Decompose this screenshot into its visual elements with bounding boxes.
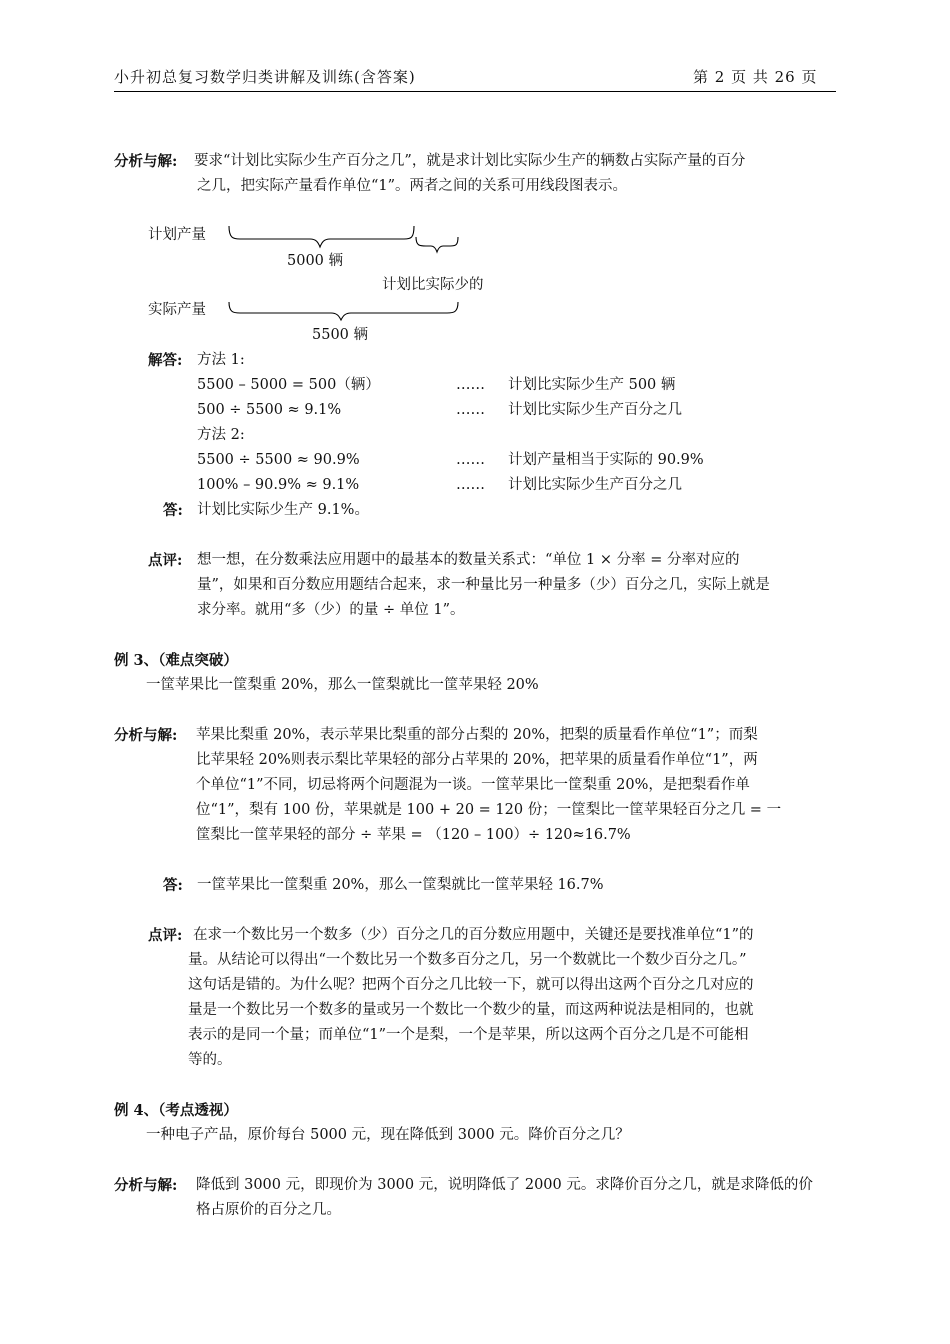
document-title: 小升初总复习数学归类讲解及训练(含答案) [114, 68, 416, 86]
method-1-label: 方法 1: [197, 352, 245, 368]
comment-line: 求分率。就用“多（少）的量 ÷ 单位 1”。 [197, 602, 465, 618]
calc-expression: 5500 – 5000 = 500（辆） [197, 377, 380, 393]
actual-bracket [229, 302, 458, 320]
example-4-title: 例 4、（考点透视） [114, 1102, 238, 1119]
comment-line: 想一想，在分数乘法应用题中的最基本的数量关系式：“单位 1 × 分率 = 分率对应的 [197, 552, 740, 568]
ellipsis: …… [456, 377, 485, 393]
diagram-brackets [0, 0, 950, 360]
ellipsis: …… [456, 452, 485, 468]
analysis-line: 降低到 3000 元，即现价为 3000 元，说明降低了 2000 元。求降价百分之几，就是求降低的价 [196, 1177, 813, 1193]
example-3-question: 一筐苹果比一筐梨重 20%，那么一筐梨就比一筐苹果轻 20% [146, 677, 539, 693]
actual-value: 5500 辆 [312, 327, 369, 343]
comment-line: 量是一个数比另一个数多的量或另一个数比一个数少的量，而这两种说法是相同的，也就 [188, 1002, 754, 1018]
example-4-question: 一种电子产品，原价每台 5000 元，现在降低到 3000 元。降价百分之几？ [146, 1127, 630, 1143]
analysis-line: 格占原价的百分之几。 [196, 1202, 341, 1218]
method-2-label: 方法 2: [197, 427, 245, 443]
analysis-label: 分析与解: [114, 153, 178, 170]
analysis-line: 个单位“1”不同，切忌将两个问题混为一谈。一筐苹果比一筐梨重 20%，是把梨看作单 [196, 777, 750, 793]
analysis-label: 分析与解: [114, 1177, 178, 1194]
comment-label: 点评: [148, 927, 183, 944]
calc-expression: 100% – 90.9% ≈ 9.1% [197, 477, 360, 493]
actual-label: 实际产量 [148, 302, 206, 318]
ellipsis: …… [456, 402, 485, 418]
calc-note: 计划产量相当于实际的 90.9% [508, 452, 704, 468]
page-number: 第 2 页 共 26 页 [693, 68, 818, 86]
analysis-line: 筐梨比一筐苹果轻的部分 ÷ 苹果 = （120 – 100）÷ 120≈16.7% [196, 827, 631, 843]
comment-line: 量。从结论可以得出“一个数比另一个数多百分之几，另一个数就比一个数少百分之几。” [188, 952, 747, 968]
analysis-line: 苹果比梨重 20%，表示苹果比梨重的部分占梨的 20%，把梨的质量看作单位“1”；而梨 [196, 727, 758, 743]
calc-note: 计划比实际少生产 500 辆 [508, 377, 676, 393]
comment-line: 这句话是错的。为什么呢？把两个百分之几比较一下，就可以得出这两个百分之几对应的 [188, 977, 754, 993]
analysis-line: 要求“计划比实际少生产百分之几”，就是求计划比实际少生产的辆数占实际产量的百分 [194, 153, 746, 169]
analysis-line: 比苹果轻 20%则表示梨比苹果轻的部分占苹果的 20%，把苹果的质量看作单位“1”，两 [196, 752, 758, 768]
calc-note: 计划比实际少生产百分之几 [508, 477, 682, 493]
calc-expression: 500 ÷ 5500 ≈ 9.1% [197, 402, 342, 418]
plan-bracket [229, 226, 414, 247]
answer-label: 答: [163, 877, 183, 894]
ellipsis: …… [456, 477, 485, 493]
analysis-line: 之几，把实际产量看作单位“1”。两者之间的关系可用线段图表示。 [197, 178, 628, 194]
solution-label: 解答: [148, 352, 183, 369]
difference-bracket [416, 237, 458, 252]
calc-expression: 5500 ÷ 5500 ≈ 90.9% [197, 452, 360, 468]
answer-label: 答: [163, 502, 183, 519]
analysis-line: 位“1”，梨有 100 份，苹果就是 100 + 20 = 120 份；一筐梨比一筐苹果轻百分之几 = 一 [196, 802, 782, 818]
calc-note: 计划比实际少生产百分之几 [508, 402, 682, 418]
comment-label: 点评: [148, 552, 183, 569]
answer-text: 一筐苹果比一筐梨重 20%，那么一筐梨就比一筐苹果轻 16.7% [197, 877, 604, 893]
difference-label: 计划比实际少的 [382, 277, 484, 293]
plan-label: 计划产量 [148, 227, 206, 243]
comment-line: 等的。 [188, 1052, 232, 1068]
plan-value: 5000 辆 [287, 253, 344, 269]
comment-line: 在求一个数比另一个数多（少）百分之几的百分数应用题中，关键还是要找准单位“1”的 [193, 927, 754, 943]
comment-line: 表示的是同一个量；而单位“1”一个是梨，一个是苹果，所以这两个百分之几是不可能相 [188, 1027, 749, 1043]
analysis-label: 分析与解: [114, 727, 178, 744]
example-3-title: 例 3、（难点突破） [114, 652, 238, 669]
comment-line: 量”，如果和百分数应用题结合起来，求一种量比另一种量多（少）百分之几，实际上就是 [197, 577, 770, 593]
answer-text: 计划比实际少生产 9.1%。 [197, 502, 369, 518]
